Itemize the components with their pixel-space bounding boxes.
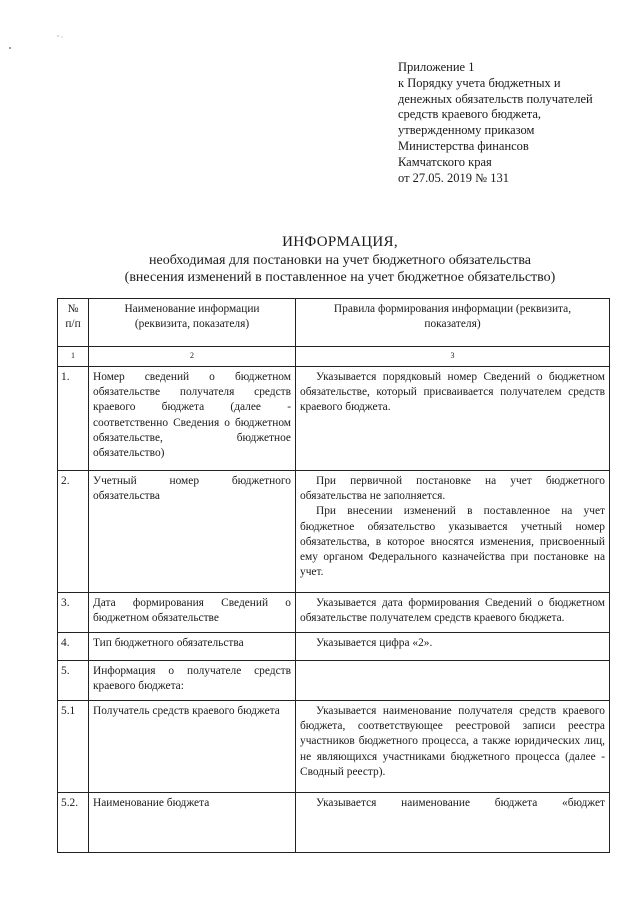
appendix-line: от 27.05. 2019 № 131 (398, 170, 509, 185)
index-cell: 2 (89, 347, 296, 367)
row-rules (296, 471, 610, 593)
appendix-line: средств краевого бюджета, (398, 107, 541, 122)
row-num: 5.2. (58, 793, 89, 853)
table-index-row (58, 347, 610, 367)
row-rules (296, 661, 610, 701)
appendix-line: Министерства финансов (398, 138, 529, 153)
appendix-line: утвержденному приказом (398, 123, 535, 138)
rule-paragraph: Указывается наименование бюджета «бюджет (316, 797, 605, 809)
header-num: № п/п (58, 299, 89, 347)
table-row (58, 471, 610, 593)
row-name: Тип бюджетного обязательства (89, 633, 296, 661)
row-num: 4. (58, 633, 89, 661)
row-num: 1. (58, 367, 89, 471)
row-num: 5. (58, 661, 89, 701)
table-header-row (58, 299, 610, 347)
row-rules (296, 593, 610, 633)
table-row (58, 701, 610, 793)
row-name: Учетный номер бюджетного обязательства (89, 471, 296, 593)
row-rules (296, 701, 610, 793)
table-row (58, 367, 610, 471)
appendix-block (398, 60, 628, 186)
rule-paragraph: При первичной постановке на учет бюджетного обязательства не заполняется. (300, 475, 605, 503)
table-row (58, 593, 610, 633)
appendix-line: денежных обязательств получателей (398, 91, 593, 106)
index-cell: 3 (296, 347, 610, 367)
rule-paragraph: Указывается цифра «2». (316, 637, 433, 649)
document-subtitle: необходимая для постановки на учет бюджетного обязательства (149, 253, 531, 268)
row-rules (296, 793, 610, 853)
row-name: Номер сведений о бюджетном обязательстве получателя средств краевого бюджета (далее - соответственно Сведения о бюджетном обязательстве, бюджетное обязательство) (89, 367, 296, 471)
appendix-line: Приложение 1 (398, 60, 475, 74)
row-name: Информация о получателе средств краевого бюджета: (89, 661, 296, 701)
rule-paragraph: Указывается дата формирования Сведений о бюджетном обязательстве получателем средств краевого бюджета. (300, 597, 605, 625)
document-subtitle-note: (внесения изменений в поставленное на учет бюджетное обязательство) (124, 270, 556, 285)
appendix-line: к Порядку учета бюджетных и (398, 75, 561, 90)
table-row (58, 661, 610, 701)
rule-paragraph: Указывается порядковый номер Сведений о бюджетном обязательстве, который присваивается получателем средств краевого бюджета. (300, 371, 605, 414)
rule-paragraph: При внесении изменений в поставленное на учет бюджетное обязательство указывается учетный номер обязательства, в которое вносятся изменения, присвоенный ему органом Федерального казначейства при постановке на учет. (300, 505, 605, 579)
row-num: 5.1 (58, 701, 89, 793)
document-title: ИНФОРМАЦИЯ, (282, 234, 398, 250)
row-rules (296, 367, 610, 471)
index-cell: 1 (58, 347, 89, 367)
scan-specks (8, 32, 68, 52)
row-name: Получатель средств краевого бюджета (89, 701, 296, 793)
header-rules: Правила формирования информации (реквизита, показателя) (296, 299, 610, 347)
table-row (58, 793, 610, 853)
row-name: Дата формирования Сведений о бюджетном обязательстве (89, 593, 296, 633)
appendix-line: Камчатского края (398, 154, 492, 169)
row-name: Наименование бюджета (89, 793, 296, 853)
info-table (57, 298, 610, 853)
row-num: 3. (58, 593, 89, 633)
header-name: Наименование информации (реквизита, показателя) (89, 299, 296, 347)
table-row (58, 633, 610, 661)
row-rules (296, 633, 610, 661)
rule-paragraph: Указывается наименование получателя средств краевого бюджета, соответствующее реестровой записи реестра участников бюджетного процесса, а также юридических лиц, не являющихся участниками бюджетного процесса (далее - Сводный реестр). (300, 705, 605, 778)
row-num: 2. (58, 471, 89, 593)
